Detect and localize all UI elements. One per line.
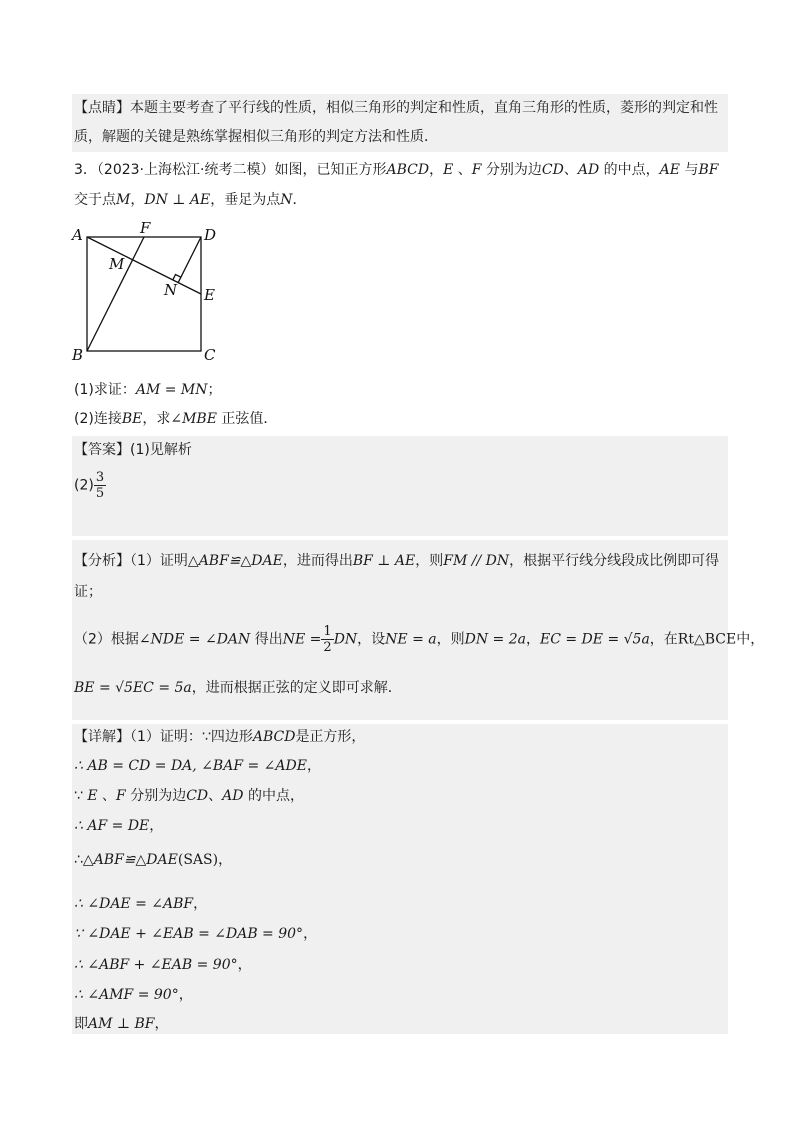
math-half [321,624,333,655]
detail-line-4 [74,816,163,836]
math-perp: AM ⊥ BF [88,1016,155,1032]
math-AD: AD [577,162,600,178]
detail-line-10 [74,1014,169,1034]
answer-line-2 [74,470,106,501]
math-NE: NE = [282,631,322,648]
detail-text: 的中点， [243,788,304,804]
math-step: ∴ AB = CD = DA, ∠BAF = ∠ADE [74,758,307,774]
label-C: C [204,346,216,364]
math-M: M [116,192,131,208]
problem-text: ， [130,192,145,208]
problem-text: 与 [680,162,699,178]
question-1 [74,380,222,400]
math-BE: BE [121,411,143,427]
problem-text: 、 [453,162,472,178]
math-BF: BF [698,162,719,178]
detail-text: （1）证明：∵四边形 [130,729,253,745]
label-N: N [164,281,178,299]
analysis-text: （2）根据 [74,631,139,648]
problem-text: 交于点 [74,192,116,208]
detail-line-2 [74,756,321,776]
answer-label: 【答案】 [74,442,130,458]
answer-part-2-label: (2) [74,477,94,494]
question-text: 正弦值． [216,411,278,427]
analysis-line-2 [74,582,102,602]
math-NE-a: NE = a [385,631,437,648]
math-F: F [116,788,126,804]
analysis-line-1 [74,551,719,571]
math-DN: DN [333,631,358,648]
detail-line-7 [74,924,317,944]
detail-line-9 [74,985,193,1005]
problem-line-1 [74,160,718,180]
detail-text: ， [218,852,233,868]
segment-DN [178,237,201,283]
math-square: ABCD [252,729,296,745]
math-AE: AE [659,162,680,178]
math-N: N [280,192,293,208]
math-AM-MN: AM = MN [135,382,208,398]
question-text: ，求 [142,411,171,427]
question-text: ； [207,382,222,398]
problem-text: 如图，已知正方形 [274,162,387,178]
label-F: F [140,220,151,237]
dianjing-label: 【点睛】 [74,100,130,116]
detail-text: 、 [208,788,223,804]
math-parallel: FM // DN [443,553,510,569]
detail-text: ， [154,1016,169,1032]
math-AD: AD [222,788,244,804]
detail-text: ， [306,758,321,774]
math-perp: BF ⊥ AE [352,553,416,569]
math-E: E [443,162,454,178]
analysis-text: ，在 [649,631,678,648]
problem-text: ， [429,162,444,178]
math-F: F [471,162,482,178]
question-2 [74,409,277,429]
analysis-text: 得出 [250,631,283,648]
detail-text: ∴ [74,852,83,868]
detail-text: ， [149,818,164,834]
label-E: E [204,286,215,304]
analysis-text: ，进而根据正弦的定义即可求解． [191,680,402,696]
problem-line-2 [74,190,306,210]
fraction-numerator: 3 [95,470,105,485]
dianjing-line-1 [74,98,718,118]
fraction-denominator: 5 [95,486,105,501]
label-A: A [72,226,83,244]
detail-text: ， [193,896,208,912]
analysis-line-3 [74,624,764,655]
math-DN-2a: DN = 2a [464,631,526,648]
label-M: M [109,255,125,273]
detail-text: ， [237,957,252,973]
fraction-numerator: 1 [323,624,332,639]
detail-text: 分别为边 [125,788,187,804]
analysis-text: （1）证明 [130,553,188,569]
analysis-text: ，根据平行线分线段成比例即可得 [509,553,720,569]
problem-text: ，垂足为点 [210,192,281,208]
detail-line-6 [74,894,207,914]
detail-text: ， [178,987,193,1003]
detail-text: 是正方形， [295,729,366,745]
dianjing-text-1: 本题主要考查了平行线的性质，相似三角形的判定和性质，直角三角形的性质，菱形的判定和性 [130,100,718,116]
analysis-text: ，设 [357,631,386,648]
dianjing-text-2: 质，解题的关键是熟练掌握相似三角形的判定方法和性质． [74,129,438,145]
problem-number: 3． [74,162,97,178]
analysis-line-4 [74,678,402,698]
analysis-text: 中， [736,631,765,648]
math-step: ∴ ∠DAE = ∠ABF [74,896,194,912]
label-D: D [204,226,217,244]
answer-fraction [94,470,106,501]
problem-text: 的中点， [599,162,660,178]
math-step: ∴ AF = DE [74,818,150,834]
analysis-label: 【分析】 [74,553,130,569]
math-congruent: △ABF≌△DAE [82,852,178,868]
math-angle-MBE: ∠MBE [170,411,217,427]
problem-text: ． [292,192,307,208]
segment-AE [87,237,201,294]
math-CD: CD [541,162,564,178]
geometry-figure [60,220,230,370]
analysis-text: 证； [74,584,102,600]
math-square: ABCD [386,162,430,178]
dianjing-line-2 [74,127,438,147]
answer-part-1: (1)见解析 [130,442,192,458]
detail-line-5 [74,850,232,870]
answer-line-1 [74,440,192,460]
analysis-text: ， [525,631,540,648]
math-rt-triangle: Rt△BCE [677,631,737,648]
math-CD: CD [186,788,209,804]
detail-line-8 [74,955,252,975]
math-step: ∴ ∠ABF + ∠EAB = 90° [74,957,238,973]
label-B: B [72,346,84,364]
math-perp: DN ⊥ AE [144,192,211,208]
problem-source: （2023·上海松江·统考二模） [96,162,275,178]
detail-text: ， [303,926,318,942]
detail-line-3 [74,786,304,806]
question-label: (1)求证： [74,382,136,398]
math-step: ∵ ∠DAE + ∠EAB = ∠DAB = 90° [74,926,304,942]
detail-text: 即 [74,1016,88,1032]
detail-label: 【详解】 [74,729,130,745]
math-congruent: △ABF≌△DAE [187,553,283,569]
math-EC-DE: EC = DE = √5a [539,631,650,648]
square-ABCD [87,237,201,351]
problem-text: 分别为边 [481,162,542,178]
detail-text: 、 [97,788,117,804]
analysis-text: ，进而得出 [282,553,353,569]
math-E: E [87,788,98,804]
analysis-text: ，则 [436,631,465,648]
math-BE-5a: BE = √5EC = 5a [74,680,192,696]
math-step: ∴ ∠AMF = 90° [74,987,179,1003]
detail-line-1 [74,727,365,747]
math-angle-eq: ∠NDE = ∠DAN [138,631,251,648]
question-label: (2)连接 [74,411,122,427]
math-sas: (SAS) [177,852,219,868]
detail-text: ∵ [74,788,88,804]
fraction-denominator: 2 [323,640,332,655]
problem-text: 、 [563,162,578,178]
analysis-text: ，则 [415,553,444,569]
